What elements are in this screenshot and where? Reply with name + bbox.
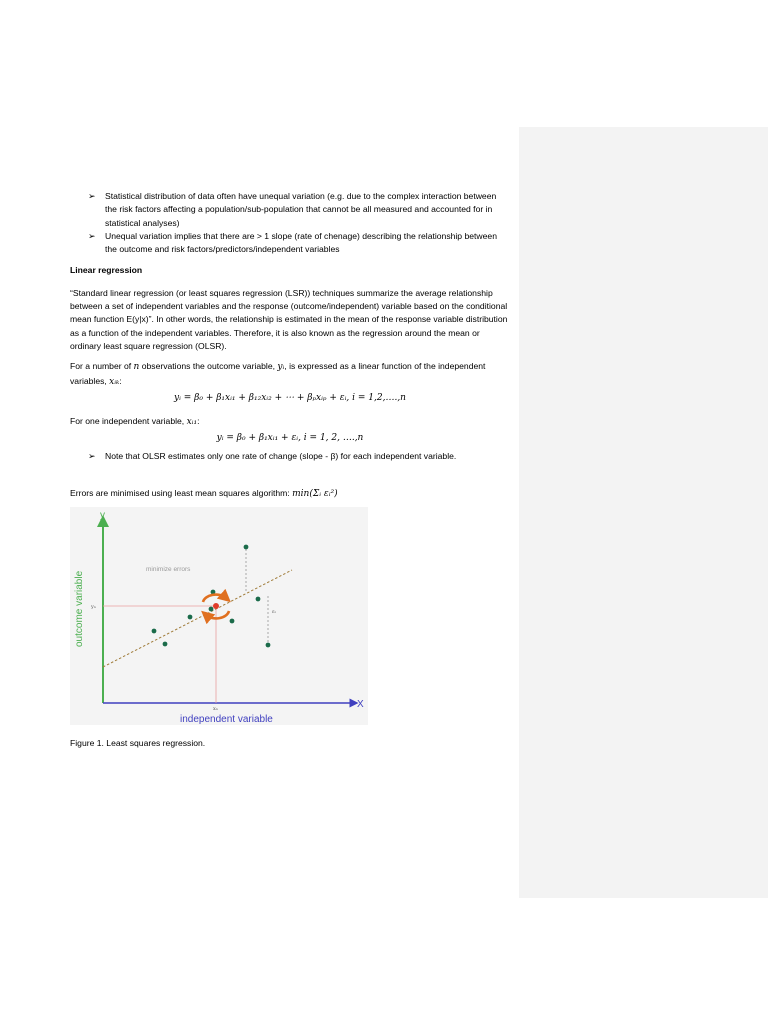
equation-multiple: yᵢ = β₀ + β₁xᵢ₁ + β₁₂xᵢ₂ + ⋯ + βₚxᵢₚ + εᵢ, i = 1,2,….,n — [174, 392, 406, 403]
highlight-point — [213, 603, 219, 609]
section-heading: Linear regression — [70, 265, 143, 276]
bullet-arrow-icon: ➢ — [88, 230, 96, 241]
regression-figure — [70, 507, 368, 725]
x-axis-letter: X — [357, 699, 364, 711]
bullet-text: Note that OLSR estimates only one rate of change (slope - β) for each independent variable. — [105, 450, 457, 461]
bullet-item — [70, 190, 510, 230]
equation-simple: yᵢ = β₀ + β₁xᵢ₁ + εᵢ, i = 1, 2, ….,n — [216, 433, 364, 444]
residual-label: εᵢ — [272, 609, 276, 616]
data-point — [230, 619, 235, 624]
observations-paragraph: For a number of n observations the outcome variable, yᵢ, is expressed as a linear function of the independent variables, xᵢₖ: — [70, 361, 486, 387]
regression-diagram — [70, 507, 368, 725]
x-tick-label: xₙ — [213, 706, 218, 713]
lsr-paragraph: “Standard linear regression (or least squares regression (LSR)) techniques summarize the average relationship between a set of independent variables and the response (outcome/independent) variable based on the conditional mean function E(y|x)”. In other words, the relationship is estimated in the mean of the response variable distribution as a function of the independent variables. Therefore, it is also known as the regression around the mean or ordinary least square regression (OLSR). — [70, 287, 508, 351]
minimize-errors-annotation: minimize errors — [146, 566, 191, 574]
figure-caption: Figure 1. Least squares regression. — [70, 738, 206, 749]
fit-line — [103, 570, 292, 667]
bullet-item — [70, 450, 510, 463]
rotation-arrow-icon — [203, 595, 226, 602]
bullet-arrow-icon: ➢ — [88, 450, 96, 461]
data-point — [209, 607, 214, 612]
data-point — [188, 615, 193, 620]
y-axis-label: outcome variable — [74, 571, 85, 648]
data-point — [163, 642, 168, 647]
comment-pane — [519, 127, 768, 898]
bullet-item — [70, 230, 510, 257]
data-point — [256, 597, 261, 602]
rotation-arrow-icon — [206, 611, 229, 618]
errors-line: Errors are minimised using least mean squares algorithm: min(Σᵢ εᵢ²) — [70, 488, 338, 500]
data-point — [152, 629, 157, 634]
data-point — [244, 545, 249, 550]
bullet-text: Unequal variation implies that there are > 1 slope (rate of chenage) describing the relationship between the outcome and risk factors/predictors/independent variables — [105, 230, 497, 255]
bullet-arrow-icon: ➢ — [88, 191, 96, 201]
bullet-text: Statistical distribution of data often have unequal variation (e.g. due to the complex interaction between the risk factors affecting a population/sub-population that cannot be all measured and accounted for in statistical analyses) — [105, 191, 497, 228]
one-independent-paragraph: For one independent variable, xᵢ₁: — [70, 416, 200, 428]
y-axis-letter: y — [100, 510, 105, 522]
data-point — [266, 643, 271, 648]
document-body — [70, 190, 510, 751]
y-tick-label: yₙ — [91, 604, 96, 611]
x-axis-label: independent variable — [180, 714, 273, 726]
